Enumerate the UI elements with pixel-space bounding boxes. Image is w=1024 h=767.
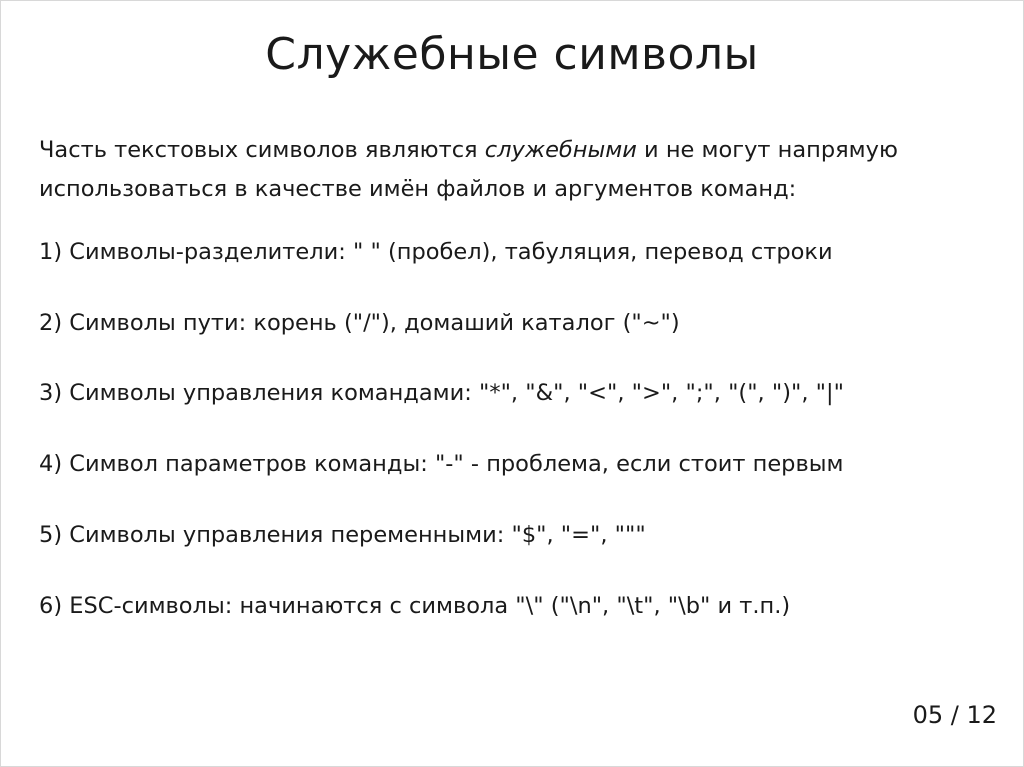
page-number: 05 / 12 [912,701,997,729]
list-item-separators: 1) Символы-разделители: " " (пробел), табуляция, перевод строки [39,239,833,265]
intro-text-start: Часть текстовых символов являются [39,137,485,163]
list-item-command-parameters: 4) Символ параметров команды: "-" - проблема, если стоит первым [39,451,844,477]
intro-text-end: и не могут напрямую [636,137,898,163]
slide-title: Служебные символы [265,29,759,80]
list-item-path-symbols: 2) Символы пути: корень ("/"), домаший каталог ("~") [39,310,680,336]
list-item-command-control: 3) Символы управления командами: "*", "&", "<", ">", ";", "(", ")", "|" [39,380,844,406]
intro-emphasis: служебными [484,137,637,163]
list-item-variable-control: 5) Символы управления переменными: "$", "=", """ [39,522,646,548]
intro-line-2: использоваться в качестве имён файлов и аргументов команд: [39,176,797,202]
intro-paragraph [39,131,1014,209]
list-item-esc-symbols: 6) ESC-символы: начинаются с символа "\" ("\n", "\t", "\b" и т.п.) [39,593,791,619]
